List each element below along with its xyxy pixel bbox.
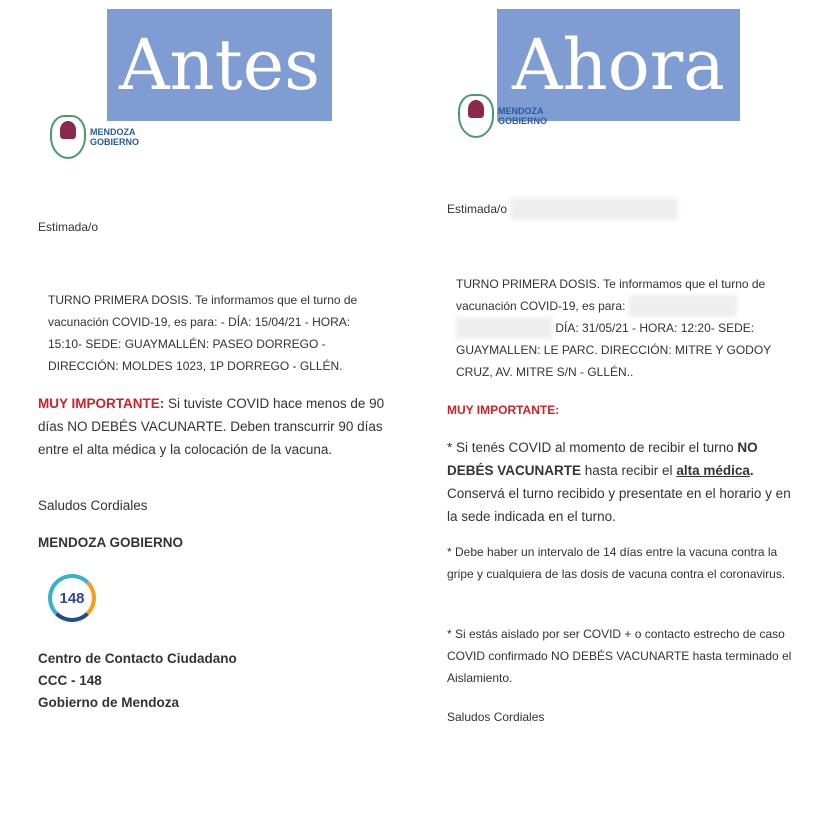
notice-2: * Debe haber un intervalo de 14 días entre la vacuna contra la gripe y cualquiera de las dosis de vacuna contra el coronavirus. [447,545,786,581]
notice-3: * Si estás aislado por ser COVID + o contacto estrecho de caso COVID confirmado NO DEBÉS VACUNARTE hasta terminado el Aislamiento. [447,627,792,685]
logo-text: GOBIERNO [90,137,140,147]
label-antes: Antes [107,9,332,121]
important-label: MUY IMPORTANTE: [447,403,560,417]
turno-message: TURNO PRIMERA DOSIS. Te informamos que el turno de vacunación COVID-19, es para: DÍA: 31/05/21 - HORA: 12:20- SEDE: GUAYMALLEN: LE PARC. DIRECCIÓN: MITRE Y GODOY CRUZ, AV. MITRE S/N - GLLÉN.. [456,277,772,379]
signature: MENDOZA GOBIERNO [38,535,183,550]
mendoza-logo [50,115,139,159]
mendoza-logo [458,94,547,138]
greeting: Estimada/o [447,198,678,220]
saludos: Saludos Cordiales [447,710,545,724]
logo-text: MENDOZA [498,106,544,116]
logo-text: MENDOZA [90,127,136,137]
important-notice: MUY IMPORTANTE: Si tuviste COVID hace menos de 90 días NO DEBÉS VACUNARTE. Deben transcurrir 90 días entre el alta médica y la colocación de la vacuna. [38,396,385,457]
notice-1: * Si tenés COVID al momento de recibir el turno NO DEBÉS VACUNARTE hasta recibir el alta médica. Conservá el turno recibido y presentate en el horario y en la sede indicada en el turno. [447,440,791,524]
greeting: Estimada/o [38,220,99,234]
logo-text: GOBIERNO [498,116,548,126]
shield-icon [458,94,494,138]
shield-icon [50,115,86,159]
contact-block: Centro de Contacto Ciudadano CCC - 148 Gobierno de Mendoza [38,651,237,710]
turno-message: TURNO PRIMERA DOSIS. Te informamos que el turno de vacunación COVID-19, es para: - DÍA: 15/04/21 - HORA: 15:10- SEDE: GUAYMALLÉN: PASEO DORREGO - DIRECCIÓN: MOLDES 1023, 1P DORREGO - GLLÉN. [48,293,358,373]
label-ahora: Ahora [497,9,740,121]
saludos: Saludos Cordiales [38,498,148,513]
ccc-148-icon: 148 [48,574,96,622]
